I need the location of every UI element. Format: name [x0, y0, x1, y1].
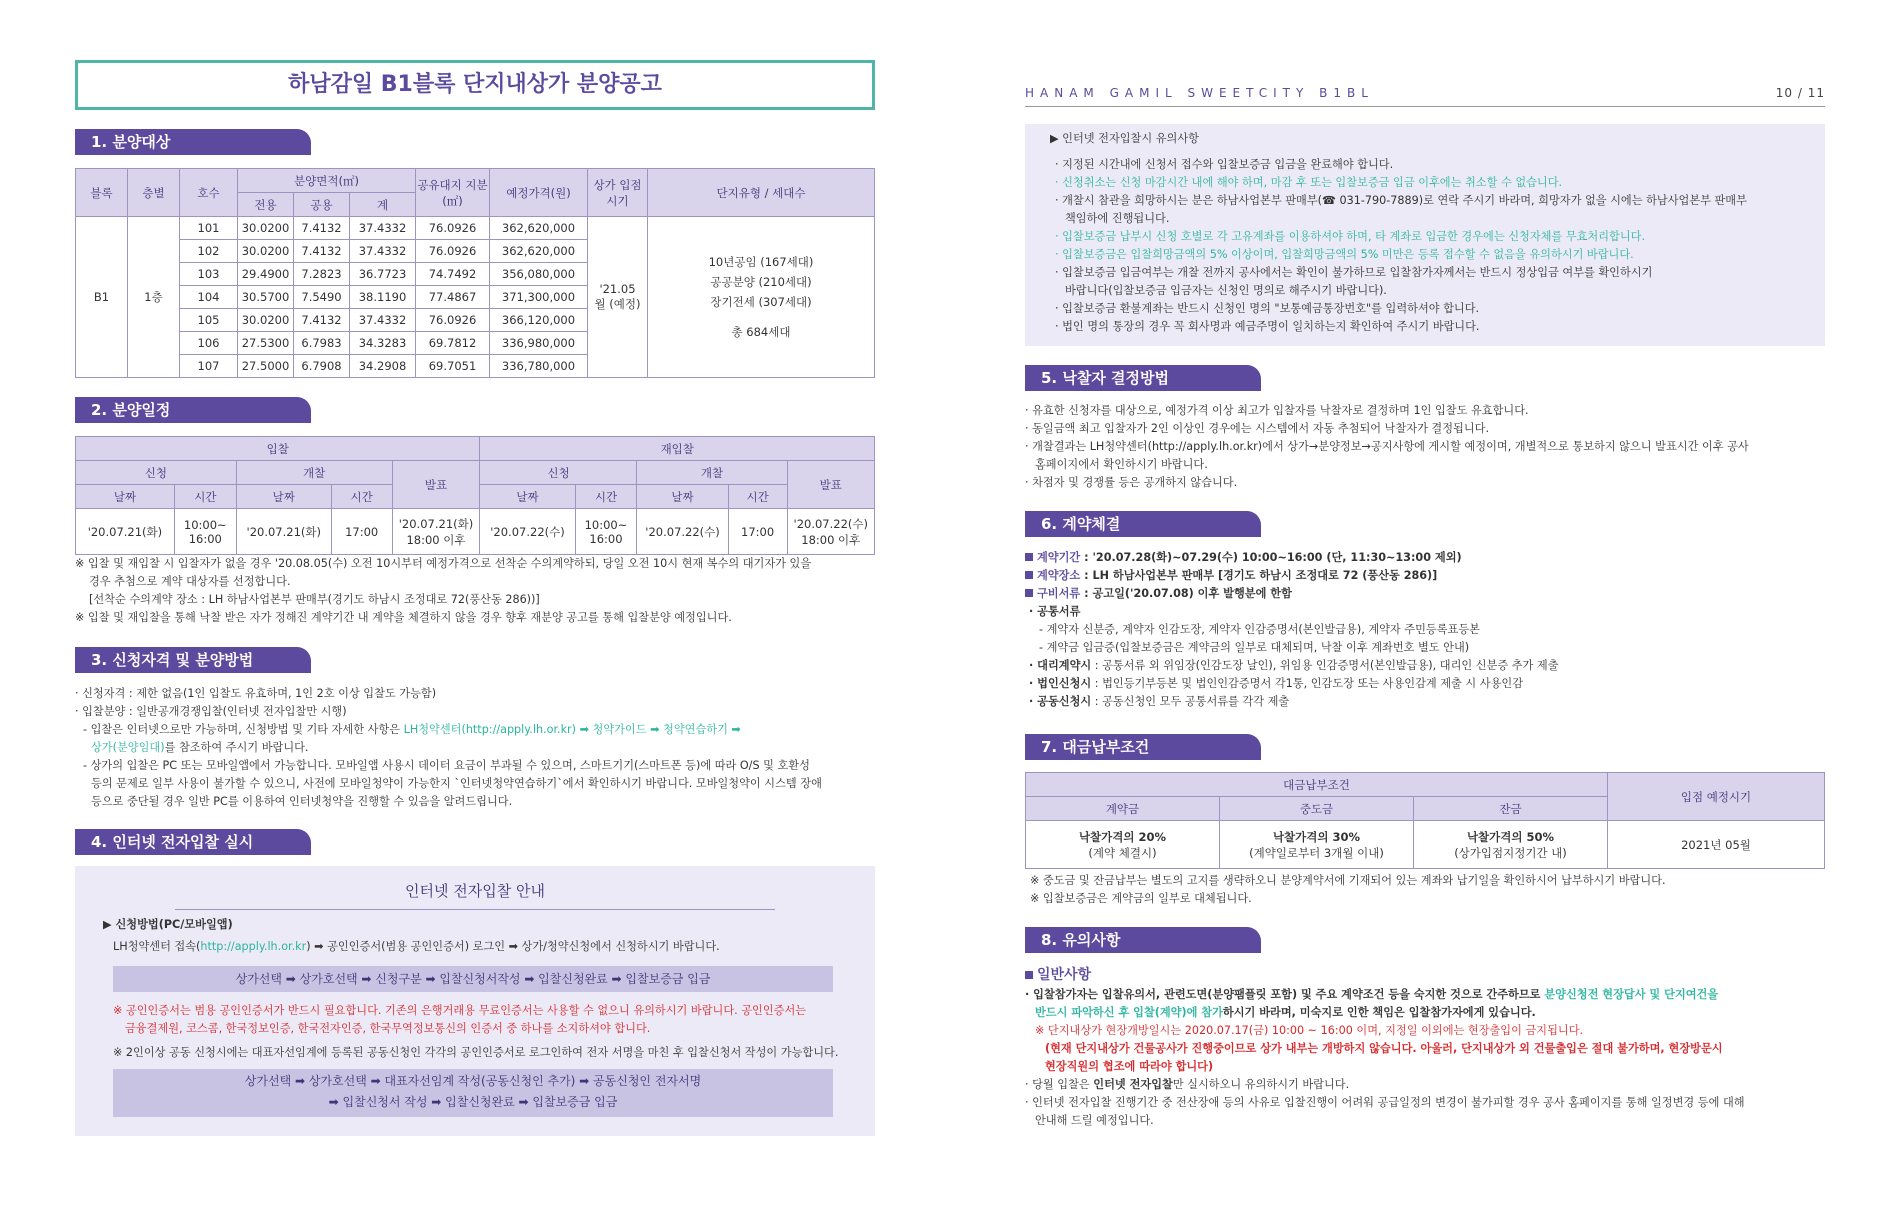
th-apply: 신청 — [76, 461, 237, 485]
notice-item: · 지정된 시간내에 신청서 접수와 입찰보증금 입금을 완료해야 합니다. — [1055, 158, 1394, 171]
label: 계약기간 — [1037, 551, 1081, 564]
contract-text: 계약기간 : '20.07.28(화)~07.29(수) 10:00~16:00 (단, 11:30~13:00 제외) 계약장소 : LH 하남사업본부 판매부 [경기도 하남시 조정대로 72 (풍산동 286)] 구비서류 : 공고일('20.07.08) 이후 발행분에 한함 · 공통서류 - 계약자 신분증, 계약자 인감도장, 계약자 인감증명서(본인발급용), 계약자 주민등록표등본 - 계약금 입금증(입찰보증금은 계약금의 일부로 대체되며, 낙찰 이후 계좌번호 별도 안내) · 대리계약시 : 공통서류 외 위임장(인감도장 날인), 위임용 인감증명서(본인발급용), 대리인 신분증 추가 제출 · 법인신청시 : 법인등기부등본 및 법인인감증명서 각1통, 인감도장 또는 사용인감계 제출 시 사용인감 · 공동신청시 : 공동신청인 모두 공통서류를 각각 제출 — [1025, 549, 1825, 711]
cell: 77.4867 — [416, 286, 490, 309]
th-balance: 잔금 — [1414, 797, 1608, 821]
complex-cell: 10년공임 (167세대) 공공분양 (210세대) 장기전세 (307세대) 총 684세대 — [648, 217, 875, 378]
cell: 38.1190 — [350, 286, 416, 309]
section-5-heading: 5. 낙찰자 결정방법 — [1025, 365, 1261, 391]
th-open: 개찰 — [637, 461, 787, 485]
notice-box — [1025, 124, 1825, 346]
cell: 7.2823 — [294, 263, 350, 286]
schedule-row — [76, 509, 875, 555]
cell: '20.07.21(화) 18:00 이후 — [392, 509, 480, 555]
th-date: 날짜 — [236, 485, 331, 509]
cell: 76.0926 — [416, 240, 490, 263]
note: ※ 입찰 및 재입찰 시 입찰자가 없을 경우 '20.08.05(수) 오전 10시부터 예정가격으로 선착순 수의계약하되, 당일 오전 10시 현재 복수의 대기자가 있을 — [75, 557, 812, 570]
payment-notes: ※ 중도금 및 잔금납부는 별도의 고지를 생략하오니 분양계약서에 기재되어 있는 계좌와 납기일을 확인하시어 납부하시기 바랍니다. ※ 입찰보증금은 계약금의 일부로 대체됩니다. — [1030, 874, 1666, 905]
notice-item: · 개찰시 참관을 희망하시는 분은 하남사업본부 판매부(☎ 031-790-7889)로 연락 주시기 바라며, 희망자가 없을 시에는 하남사업본부 판매부 — [1055, 194, 1747, 207]
notice-item: · 입찰보증금 환불계좌는 반드시 신청인 명의 "보통예금통장번호"를 입력하셔야 합니다. — [1055, 302, 1480, 315]
notice-list — [1055, 156, 1815, 336]
text-line: · 신청자격 : 제한 없음(1인 입찰도 유효하며, 1인 2호 이상 입찰도 가능함) — [75, 687, 437, 700]
cell: 104 — [180, 286, 238, 309]
section-3-heading: 3. 신청자격 및 분양방법 — [75, 647, 311, 673]
cell: 366,120,000 — [490, 309, 588, 332]
th-rebid: 재입찰 — [480, 437, 875, 461]
cell: 17:00 — [331, 509, 392, 555]
lh-link[interactable]: 상가(분양임대) — [91, 741, 165, 754]
joint-note: ※ 2인이상 공동 신청시에는 대표자선임계에 등록된 공동신청인 각각의 공인인증서로 로그인하여 전자 서명을 마친 후 입찰신청서 작성이 가능합니다. — [113, 1046, 839, 1059]
note: [선착순 수의계약 장소 : LH 하남사업본부 판매부(경기도 하남시 조정대로 72(풍산동 286))] — [89, 593, 540, 606]
running-header — [1025, 86, 1825, 107]
cell: 34.2908 — [350, 355, 416, 378]
text-line: · 차점자 및 경쟁률 등은 공개하지 않습니다. — [1025, 476, 1238, 489]
running-title: HANAM GAMIL SWEETCITY B1BL — [1025, 86, 1374, 100]
cell: '20.07.21(화) — [236, 509, 331, 555]
method-line: LH청약센터 접속(http://apply.lh.or.kr) ➡ 공인인증서(범용 공인인증서) 로그인 ➡ 상가/청약신청에서 신청하시기 바랍니다. — [113, 940, 720, 953]
eligibility-text — [75, 685, 875, 811]
guide-title: 인터넷 전자입찰 안내 — [175, 880, 775, 910]
cell: 106 — [180, 332, 238, 355]
notice-item: 바랍니다(입찰보증금 입금자는 신청인 명의로 해주시기 바랍니다). — [1065, 284, 1387, 297]
cell: 30.0200 — [238, 309, 294, 332]
cell: 356,080,000 — [490, 263, 588, 286]
note: ※ 입찰 및 재입찰을 통해 낙찰 받은 자가 정해진 계약기간 내 계약을 체결하지 않을 경우 향후 재분양 공고를 통해 입찰분양 예정입니다. — [75, 611, 732, 624]
th-block: 블록 — [76, 169, 128, 217]
text-line: 등의 문제로 일부 사용이 불가할 수 있으니, 사전에 모바일청약이 가능한지 `인터넷청약연습하기`에서 확인하시기 바랍니다. 모바일청약이 시스템 장애 — [91, 777, 822, 790]
th-exclusive: 전용 — [238, 193, 294, 217]
cell: 107 — [180, 355, 238, 378]
cell: 101 — [180, 217, 238, 240]
cell: '20.07.22(수) — [480, 509, 575, 555]
th-time: 시간 — [575, 485, 637, 509]
cell: 7.4132 — [294, 309, 350, 332]
th-date: 날짜 — [76, 485, 175, 509]
cell: 6.7983 — [294, 332, 350, 355]
cell: 34.3283 — [350, 332, 416, 355]
th-land-share: 공유대지 지분(㎡) — [416, 169, 490, 217]
cell: 7.5490 — [294, 286, 350, 309]
th-common: 공용 — [294, 193, 350, 217]
cell: 103 — [180, 263, 238, 286]
section-7-heading: 7. 대금납부조건 — [1025, 734, 1261, 760]
notice-item: · 입찰보증금 입금여부는 개찰 전까지 공사에서는 확인이 불가하므로 입찰참가자께서는 반드시 정상입금 여부를 확인하시기 — [1055, 266, 1653, 279]
page-title: 하남감일 B1블록 단지내상가 분양공고 — [75, 60, 875, 110]
cell: 10:00~ 16:00 — [575, 509, 637, 555]
cell: 27.5000 — [238, 355, 294, 378]
payment-table — [1025, 772, 1825, 869]
table-row — [76, 217, 875, 240]
cell: 37.4332 — [350, 309, 416, 332]
notice-item: · 신청취소는 신청 마감시간 내에 해야 하며, 마감 후 또는 입찰보증금 입금 이후에는 취소할 수 없습니다. — [1055, 176, 1563, 189]
cert-warning: ※ 공인인증서는 범용 공인인증서가 반드시 필요합니다. 기존의 은행거래용 무료인증서는 사용할 수 없으니 유의하시기 바랍니다. 공인인증서는 금융결제원, 코스콤, 한국정보인증, 한국전자인증, 한국무역정보통신의 인증서 중 하나를 소지하셔야 합니다. — [113, 1004, 807, 1035]
th-bid: 입찰 — [76, 437, 480, 461]
lh-link[interactable]: http://apply.lh.or.kr — [200, 940, 307, 953]
text-line: 홈페이지에서 확인하시기 바랍니다. — [1035, 458, 1208, 471]
cell: '20.07.22(수) 18:00 이후 — [787, 509, 874, 555]
th-total: 계 — [350, 193, 416, 217]
th-announce: 발표 — [787, 461, 874, 509]
th-apply: 신청 — [480, 461, 637, 485]
th-deposit: 계약금 — [1026, 797, 1220, 821]
floor-cell: 1층 — [128, 217, 180, 378]
cell: 29.4900 — [238, 263, 294, 286]
cell: 37.4332 — [350, 240, 416, 263]
cell: 371,300,000 — [490, 286, 588, 309]
text-line: - 입찰은 인터넷으로만 가능하며, 신청방법 및 기타 자세한 사항은 — [83, 723, 404, 736]
cell: '20.07.22(수) — [637, 509, 728, 555]
cell: 10:00~ 16:00 — [174, 509, 236, 555]
th-unit: 호수 — [180, 169, 238, 217]
cell: 76.0926 — [416, 309, 490, 332]
th-date: 날짜 — [480, 485, 575, 509]
schedule-notes — [75, 555, 875, 627]
cell: 362,620,000 — [490, 240, 588, 263]
cell: 6.7908 — [294, 355, 350, 378]
notice-item: · 법인 명의 통장의 경우 꼭 회사명과 예금주명이 일치하는지 확인하여 주시기 바랍니다. — [1055, 320, 1480, 333]
th-payment-cond: 대금납부조건 — [1026, 773, 1608, 797]
supply-target-rows — [76, 217, 875, 378]
notice-item: 책임하에 진행됩니다. — [1065, 212, 1170, 225]
text-line: · 개찰결과는 LH청약센터(http://apply.lh.or.kr)에서 상가→분양정보→공지사항에 게시할 예정이며, 개별적으로 통보하지 않으니 발표시간 이후 공사 — [1025, 440, 1749, 453]
cell: 7.4132 — [294, 217, 350, 240]
move-in-date: 2021년 05월 — [1608, 821, 1825, 869]
cell: '20.07.21(화) — [76, 509, 175, 555]
cautions-text: 일반사항 · 입찰참가자는 입찰유의서, 관련도면(분양팸플릿 포함) 및 주요 계약조건 등을 숙지한 것으로 간주하므로 분양신청전 현장답사 및 단지여건을 반드시 파악하신 후 입찰(계약)에 참가하시기 바라며, 미숙지로 인한 책임은 입찰참가자에게 있습니다. ※ 단지내상가 현장개방일시는 2020.07.17(금) 10:00 ~ 16:00 이며, 지정일 이외에는 현장출입이 금지됩니다. (현재 단지내상가 건물공사가 진행중이므로 상가 내부는 개방하지 않습니다. 아울러, 단지내상가 외 건물출입은 절대 불가하며, 현장방문시 현장직원의 협조에 따라야 합니다) · 당월 입찰은 인터넷 전자입찰만 실시하오니 유의하시기 바랍니다. · 인터넷 전자입찰 진행기간 중 전산장애 등의 사유로 입찰진행이 어려워 공급일정의 변경이 불가피할 경우 공사 홈페이지를 통해 일정변경 등에 대해 안내해 드릴 예정입니다. — [1025, 967, 1745, 1127]
cell: 362,620,000 — [490, 217, 588, 240]
th-floor: 층별 — [128, 169, 180, 217]
section-1-heading: 1. 분양대상 — [75, 129, 311, 155]
text-line: · 입찰분양 : 일반공개경쟁입찰(인터넷 전자입찰만 시행) — [75, 705, 347, 718]
flow-steps-1: 상가선택 ➡ 상가호선택 ➡ 신청구분 ➡ 입찰신청서작성 ➡ 입찰신청완료 ➡ 입찰보증금 입금 — [113, 966, 833, 992]
cell: 102 — [180, 240, 238, 263]
th-time: 시간 — [331, 485, 392, 509]
th-complex: 단지유형 / 세대수 — [648, 169, 875, 217]
cell: 7.4132 — [294, 240, 350, 263]
cell: 69.7812 — [416, 332, 490, 355]
text-line: · 유효한 신청자를 대상으로, 예정가격 이상 최고가 입찰자를 낙찰자로 결정하며 1인 입찰도 유효합니다. — [1025, 404, 1529, 417]
subheading: 일반사항 — [1037, 967, 1092, 983]
lh-link[interactable]: LH청약센터(http://apply.lh.or.kr) ➡ 청약가이드 ➡ 청약연습하기 ➡ — [403, 723, 741, 736]
th-move-in: 상가 입점시기 — [588, 169, 648, 217]
th-time: 시간 — [174, 485, 236, 509]
page-number: 10 / 11 — [1775, 86, 1825, 100]
th-price: 예정가격(원) — [490, 169, 588, 217]
cell: 30.5700 — [238, 286, 294, 309]
th-date: 날짜 — [637, 485, 728, 509]
cell: 336,780,000 — [490, 355, 588, 378]
notice-heading: ▶ 인터넷 전자입찰시 유의사항 — [1050, 132, 1199, 145]
note: 경우 추첨으로 계약 대상자를 선정합니다. — [89, 575, 291, 588]
cell: 27.5300 — [238, 332, 294, 355]
cell: 76.0926 — [416, 217, 490, 240]
winner-method-text — [1025, 402, 1825, 492]
th-time: 시간 — [728, 485, 787, 509]
cell: 30.0200 — [238, 217, 294, 240]
th-area: 분양면적(㎡) — [238, 169, 416, 193]
payment-row: 낙찰가격의 20% (계약 체결시) 낙찰가격의 30% (계약일로부터 3개월 이내) 낙찰가격의 50% (상가입점지정기간 내) 2021년 05월 — [1026, 821, 1825, 869]
th-move-in: 입점 예정시기 — [1608, 773, 1825, 821]
th-open: 개찰 — [236, 461, 392, 485]
text-line: - 상가의 입찰은 PC 또는 모바일앱에서 가능합니다. 모바일앱 사용시 데이터 요금이 부과될 수 있으며, 스마트기기(스마트폰 등)에 따라 O/S 및 호환성 — [83, 759, 810, 772]
cell: 69.7051 — [416, 355, 490, 378]
label: 구비서류 — [1037, 587, 1081, 600]
section-4-heading: 4. 인터넷 전자입찰 실시 — [75, 829, 311, 855]
flow-steps-2: 상가선택 ➡ 상가호선택 ➡ 대표자선임계 작성(공동신청인 추가) ➡ 공동신청인 전자서명 ➡ 입찰신청서 작성 ➡ 입찰신청완료 ➡ 입찰보증금 입금 — [113, 1069, 833, 1117]
section-6-heading: 6. 계약체결 — [1025, 511, 1261, 537]
move-in-cell: '21.05월 (예정) — [588, 217, 648, 378]
block-cell: B1 — [76, 217, 128, 378]
cell: 74.7492 — [416, 263, 490, 286]
label: 계약장소 — [1037, 569, 1081, 582]
method-heading: ▶ 신청방법(PC/모바일앱) — [103, 918, 233, 931]
supply-target-table — [75, 168, 875, 378]
th-announce: 발표 — [392, 461, 480, 509]
notice-item: · 입찰보증금은 입찰희망금액의 5% 이상이며, 입찰희망금액의 5% 미만은 등록 접수할 수 없음을 유의하시기 바랍니다. — [1055, 248, 1634, 261]
section-8-heading: 8. 유의사항 — [1025, 927, 1261, 953]
e-bidding-guide-box — [75, 866, 875, 1136]
cell: 30.0200 — [238, 240, 294, 263]
text-line: 를 참조하여 주시기 바랍니다. — [164, 741, 309, 754]
schedule-table — [75, 436, 875, 555]
cell: 17:00 — [728, 509, 787, 555]
text-line: 등으로 중단될 경우 일반 PC를 이용하여 인터넷청약을 진행할 수 있음을 알려드립니다. — [91, 795, 513, 808]
section-2-heading: 2. 분양일정 — [75, 397, 311, 423]
cell: 105 — [180, 309, 238, 332]
cell: 36.7723 — [350, 263, 416, 286]
text-line: · 동일금액 최고 입찰자가 2인 이상인 경우에는 시스템에서 자동 추첨되어 낙찰자가 결정됩니다. — [1025, 422, 1490, 435]
notice-item: · 입찰보증금 납부시 신청 호별로 각 고유계좌를 이용하셔야 하며, 타 계좌로 입금한 경우에는 신청자체를 무효처리합니다. — [1055, 230, 1646, 243]
th-interim: 중도금 — [1220, 797, 1414, 821]
cell: 37.4332 — [350, 217, 416, 240]
cell: 336,980,000 — [490, 332, 588, 355]
